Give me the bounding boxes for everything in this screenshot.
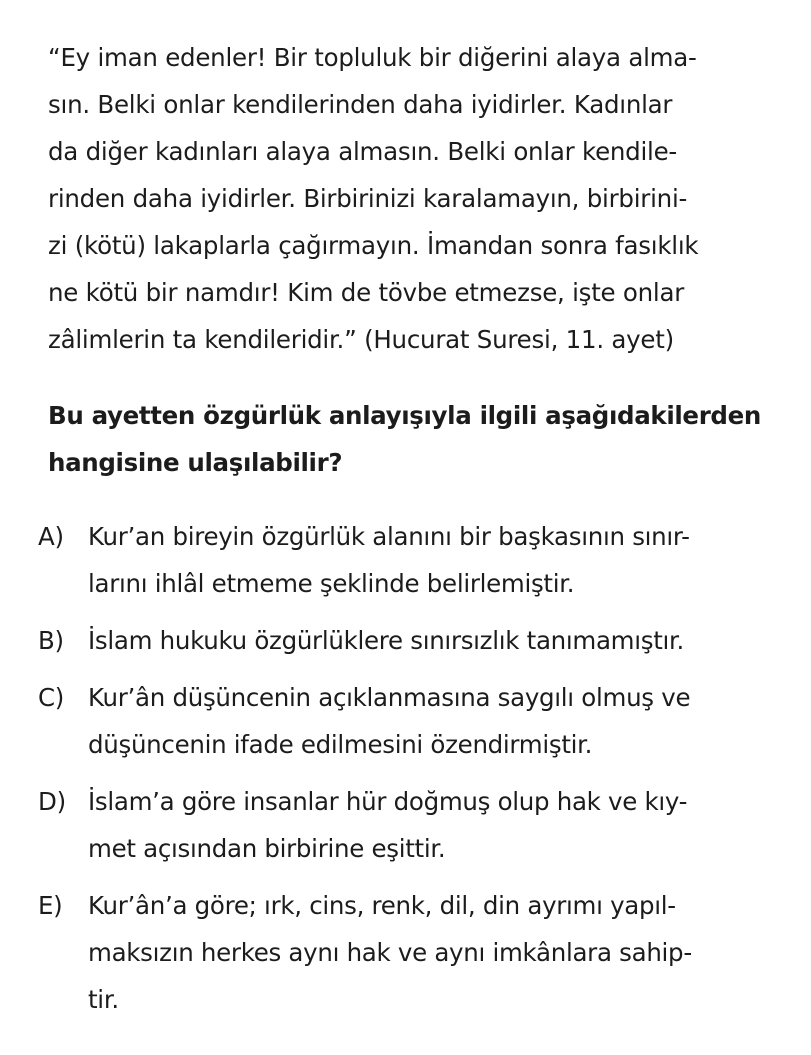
option-text — [88, 882, 778, 1023]
passage-line: zâlimlerin ta kendileridir.” (Hucurat Suresi, 11. ayet) — [48, 325, 674, 354]
option-text — [88, 513, 778, 607]
option-letter: A) — [38, 522, 64, 551]
option-line: Kur’ân’a göre; ırk, cins, renk, dil, din ayrımı yapıl- — [88, 891, 676, 920]
passage-line: zi (kötü) lakaplarla çağırmayın. İmandan sonra fasıklık — [48, 231, 699, 260]
answer-options — [38, 513, 778, 1033]
passage-line: rinden daha iyidirler. Birbirinizi karalamayın, birbirini- — [48, 184, 688, 213]
option-line: larını ihlâl etmeme şeklinde belirlemiştir. — [88, 569, 575, 598]
option-line: Kur’an bireyin özgürlük alanını bir başkasının sınır- — [88, 522, 690, 551]
option-line: düşüncenin ifade edilmesini özendirmiştir. — [88, 730, 593, 759]
option-line: maksızın herkes aynı hak ve aynı imkânlara sahip- — [88, 938, 692, 967]
option-text — [88, 617, 778, 664]
verse-passage — [48, 34, 768, 363]
option-letter: D) — [38, 787, 66, 816]
passage-line: ne kötü bir namdır! Kim de tövbe etmezse, işte onlar — [48, 278, 685, 307]
option-line: İslam hukuku özgürlüklere sınırsızlık tanımamıştır. — [88, 626, 685, 655]
passage-line: sın. Belki onlar kendilerinden daha iyidirler. Kadınlar — [48, 90, 673, 119]
option-e[interactable] — [38, 882, 778, 1023]
option-line: met açısından birbirine eşittir. — [88, 834, 446, 863]
option-line: İslam’a göre insanlar hür doğmuş olup hak ve kıy- — [88, 787, 688, 816]
passage-line: “Ey iman edenler! Bir topluluk bir diğerini alaya alma- — [48, 43, 697, 72]
option-c[interactable] — [38, 674, 778, 768]
option-letter: B) — [38, 626, 64, 655]
option-line: Kur’ân düşüncenin açıklanmasına saygılı olmuş ve — [88, 683, 691, 712]
option-line: tir. — [88, 985, 119, 1014]
option-b[interactable] — [38, 617, 778, 664]
question-line: Bu ayetten özgürlük anlayışıyla ilgili aşağıdakilerden — [48, 401, 761, 430]
question-line: hangisine ulaşılabilir? — [48, 448, 343, 477]
option-a[interactable] — [38, 513, 778, 607]
option-d[interactable] — [38, 778, 778, 872]
question-stem — [48, 392, 768, 486]
option-text — [88, 778, 778, 872]
passage-line: da diğer kadınları alaya almasın. Belki onlar kendile- — [48, 137, 678, 166]
option-text — [88, 674, 778, 768]
option-letter: C) — [38, 683, 65, 712]
option-letter: E) — [38, 891, 63, 920]
